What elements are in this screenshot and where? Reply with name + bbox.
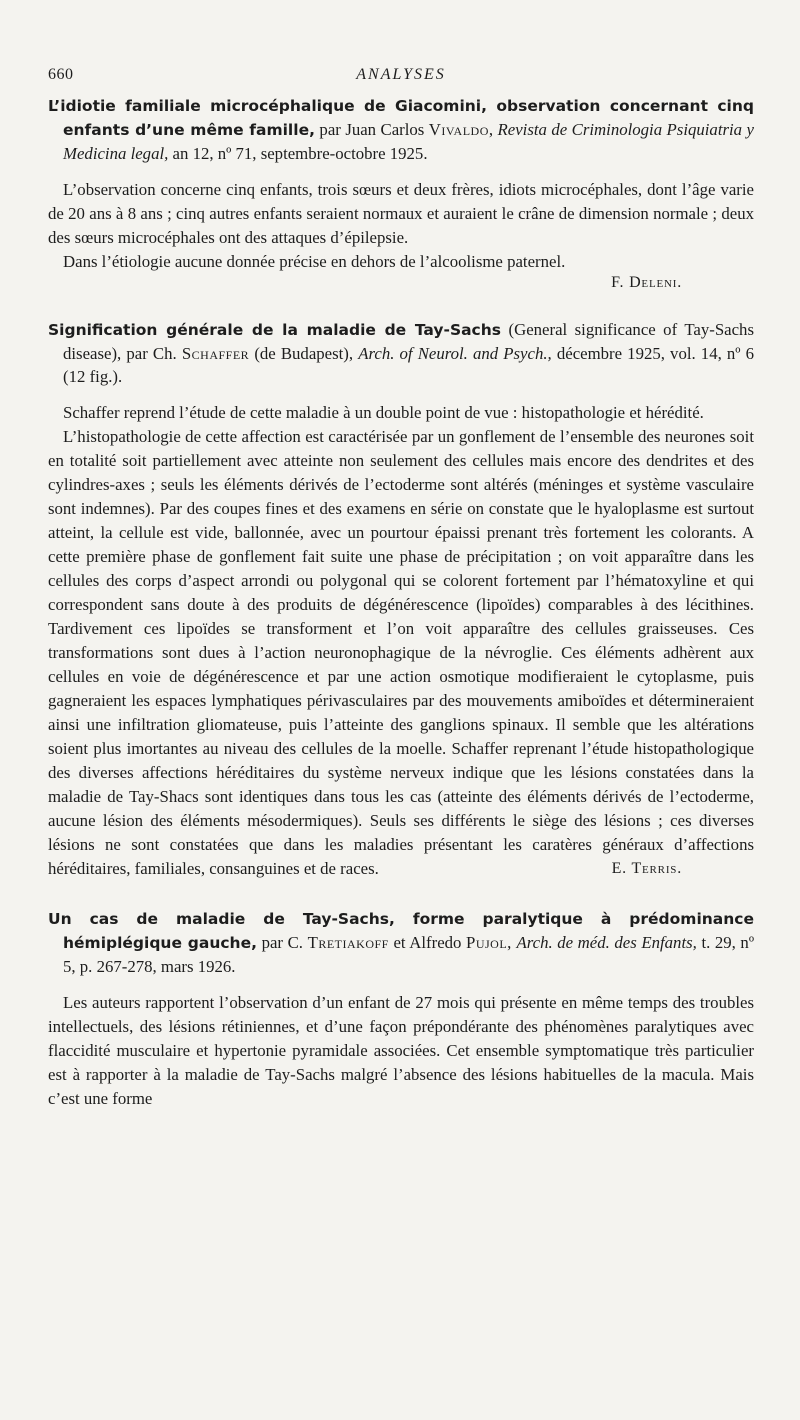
author-first-name: C. — [287, 933, 303, 952]
author-affiliation: (de Budapest), — [254, 344, 354, 363]
paragraph: L’histopathologie de cette affection est caractérisée par un gonflement de l’ensemble des neurones soit en totalité soit partiellement avec atteinte non seulement des cellules mais encore des dendrites et des cylindres-axes ; seuls les éléments dérivés de l’ectoderme sont altérés (méninges et système vasculaire sont indemnes). Par des coupes fines et des examens en série on constate que le hyaloplasme est surtout atteint, la cellule est vide, ballonnée, avec un pourtour épaissi prenant très fortement les colorants. A cette première phase de gonflement fait suite une phase de précipitation ; on voit apparaître dans les cellules des corps d’aspect arrondi ou polygonal qui se colorent fortement par l’hématoxyline et qui correspondent sans doute à des produits de dégénérescence (lipoïdes) comparables à des lécithines. Tardivement ces lipoïdes se transforment et l’on voit apparaître des cellules graisseuses. Ces transformations sont dues à l’action neuronophagique de la névroglie. Ces éléments adhèrent aux cellules en voie de dégénérescence et par une action osmotique modifieraient le cytoplasme, puis gagneraient les espaces lymphatiques périvasculaires par des mouvements amiboïdes et détermineraient ainsi une infiltration gliomateuse, puis l’atteinte des ganglions spinaux. Il semble que les altérations soient plus imortantes au niveau des cellules de la moelle. Schaffer reprenant l’étude histopathologique des diverses affections héréditaires du système nerveux indique que les lésions constatées dans la maladie de Tay-Shacs sont identiques dans tous les cas (atteinte des éléments dérivés de l’ectoderme, aucune lésion des éléments mésodermiques). Seuls ses différents le siège des lésions ; ces diverses lésions ne sont constatées que dans les maladies présentant les caratères généraux d’affections héréditaires, familiales, consanguines et de races. E. Terris. — [48, 425, 754, 881]
citation: décembre 1925, vol. 14, nº 6 (12 fig.). — [63, 344, 754, 386]
author-last-name: Schaffer — [181, 344, 250, 363]
article-title: L’idiotie familiale microcéphalique de Giacomini, observation concernant cinq enfants d’une même famille, — [48, 97, 754, 139]
article-tay-sachs-paralytique — [48, 907, 754, 1111]
author-last-name: Pujol, — [466, 933, 512, 952]
author-first-name: Juan Carlos — [345, 120, 425, 139]
article-heading — [48, 318, 754, 388]
author-first-name: Alfredo — [409, 933, 462, 952]
author-last-name: Tretiakoff — [307, 933, 389, 952]
journal-name: Arch. of Neurol. and Psych., — [358, 344, 552, 363]
author-last-name: Vivaldo — [428, 120, 489, 139]
article-title: Un cas de maladie de Tay-Sachs, forme paralytique à prédominance hémiplégique gauche, — [48, 910, 754, 952]
section-title: ANALYSES — [356, 66, 446, 83]
paragraph: L’observation concerne cinq enfants, trois sœurs et deux frères, idiots microcéphales, dont l’âge varie de 20 ans à 8 ans ; cinq autres enfants seraient normaux et auraient le crâne de dimension normale ; deux des sœurs microcéphales ont des attaques d’épilepsie. — [48, 180, 754, 247]
citation: t. 29, nº 5, p. 267-278, mars 1926. — [63, 933, 755, 976]
page-number: 660 — [48, 66, 74, 83]
article-tay-sachs-signification — [48, 318, 754, 881]
paragraph: Les auteurs rapportent l’observation d’un enfant de 27 mois qui présente en même temps des troubles intellectuels, des lésions rétiniennes, et d’une façon prépondérante des phénomènes paralytiques avec flaccidité musculaire et hypertonie pyramidale associées. Cet ensemble symptomatique très particulier est à rapporter à la maladie de Tay-Sachs malgré l’absence des lésions habituelles de la macula. Mais c’est une forme — [48, 993, 754, 1108]
article-heading: Un cas de maladie de Tay-Sachs, forme paralytique à prédominance hémiplégique gauche, par C. Tretiakoff et Alfredo Pujol, Arch. de méd. des Enfants, t. 29, nº 5, p. 267-278, mars 1926. — [48, 910, 755, 976]
reviewer-signature: F. Deleni. — [611, 274, 682, 291]
journal-name: Revista de Criminologia Psiquiatria y Medicina legal, — [63, 120, 754, 163]
paragraph: Schaffer reprend l’étude de cette maladie à un double point de vue : histopathologie et hérédité. — [63, 403, 704, 422]
article-subtitle: (General significance of Tay-Sachs disease), par — [63, 320, 754, 363]
citation: an 12, nº 71, septembre-octobre 1925. — [172, 144, 428, 163]
article-giacomini — [48, 94, 754, 292]
paragraph: Dans l’étiologie aucune donnée précise en dehors de l’alcoolisme paternel. — [63, 252, 566, 271]
article-title: Signification générale de la maladie de Tay-Sachs — [48, 321, 502, 339]
article-heading: L’idiotie familiale microcéphalique de Giacomini, observation concernant cinq enfants d’une même famille, par Juan Carlos Vivaldo, Revista de Criminologia Psiquiatria y Medicina legal, an 12, nº 71, septembre-octobre 1925. — [48, 97, 754, 163]
author-first-name: Ch. — [152, 344, 177, 363]
running-header — [48, 66, 754, 94]
reviewer-signature: E. Terris. — [611, 860, 682, 877]
journal-name: Arch. de méd. des Enfants, — [516, 933, 697, 952]
page — [48, 66, 754, 1137]
